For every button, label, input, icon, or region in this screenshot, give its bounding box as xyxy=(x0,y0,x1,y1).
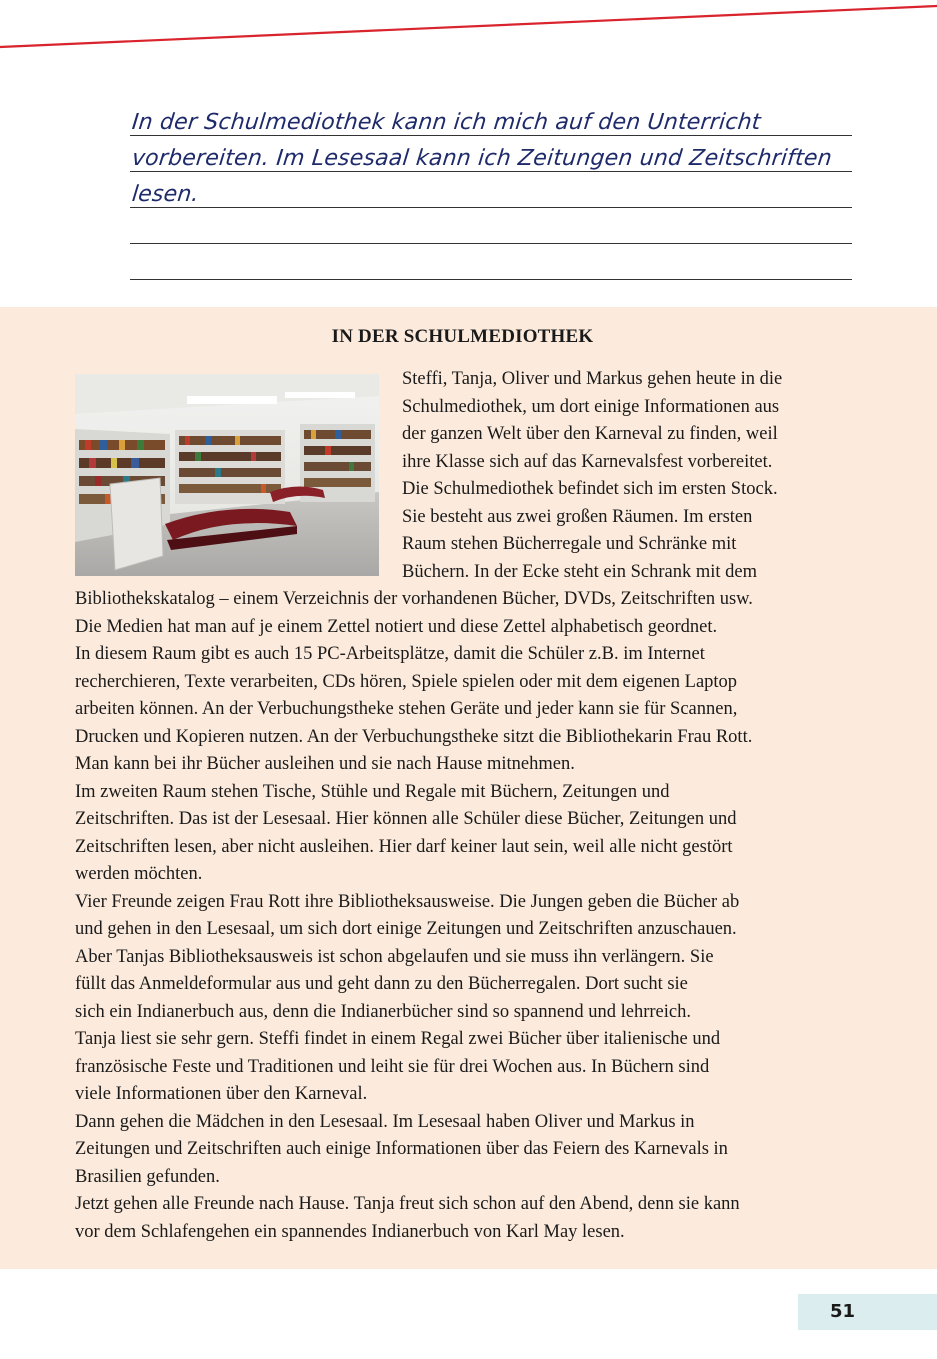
ruled-line xyxy=(130,172,852,208)
text-line: Man kann bei ihr Bücher ausleihen und sie nach Hause mitnehmen. xyxy=(75,754,575,774)
text-line: französische Feste und Traditionen und leiht sie für drei Wochen aus. In Büchern sind xyxy=(75,1056,710,1077)
text-line: vor dem Schlafengehen ein spannendes Indianerbuch von Karl May lesen. xyxy=(75,1221,625,1242)
text-line: füllt das Anmeldeformular aus und geht dann zu den Bücherregalen. Dort sucht sie xyxy=(75,974,688,994)
text-line: recherchieren, Texte verarbeiten, CDs hören, Spiele spielen oder mit dem eigenen Laptop xyxy=(75,671,738,692)
text-line: Zeitungen und Zeitschriften auch einige Informationen über das Feiern des Karnevals in xyxy=(75,1139,728,1159)
library-photo-illustration xyxy=(75,374,379,576)
text-line: sich ein Indianerbuch aus, denn die Indianerbücher sind so spannend und lehrreich. xyxy=(75,1001,691,1022)
text-line: In diesem Raum gibt es auch 15 PC-Arbeitsplätze, damit die Schüler z.B. im Internet xyxy=(75,644,705,664)
text-line: arbeiten können. An der Verbuchungstheke stehen Geräte und jeder kann sie für Scannen, xyxy=(75,699,738,719)
text-line: und gehen in den Lesesaal, um sich dort einige Zeitungen und Zeitschriften anzuschauen. xyxy=(75,919,737,939)
text-line: Büchern. In der Ecke steht ein Schrank mit dem xyxy=(402,561,757,582)
text-line: Schulmediothek, um dort einige Informationen aus xyxy=(402,396,780,417)
ruled-line xyxy=(130,244,852,280)
text-line: Tanja liest sie sehr gern. Steffi findet in einem Regal zwei Bücher über italienische und xyxy=(75,1029,721,1049)
text-line: Die Medien hat man auf je einem Zettel notiert und diese Zettel alphabetisch geordnet. xyxy=(75,616,718,637)
reading-title: IN DER SCHULMEDIOTHEK xyxy=(331,326,594,347)
text-line: der ganzen Welt über den Karneval zu finden, weil xyxy=(402,424,778,444)
ruled-line xyxy=(130,136,852,172)
text-line: Sie besteht aus zwei großen Räumen. Im ersten xyxy=(402,506,753,527)
reading-text-beside-photo xyxy=(402,366,782,586)
text-line: Zeitschriften. Das ist der Lesesaal. Hier können alle Schüler diese Bücher, Zeitungen und xyxy=(75,809,737,829)
top-red-line xyxy=(0,0,937,60)
text-line: Vier Freunde zeigen Frau Rott ihre Bibliotheksausweise. Die Jungen geben die Bücher ab xyxy=(75,891,740,912)
text-line: Steffi, Tanja, Oliver und Markus gehen heute in die xyxy=(402,369,783,389)
handwritten-text: lesen. xyxy=(130,182,201,207)
answer-writing-area xyxy=(130,100,852,280)
page-number: 51 xyxy=(829,1301,856,1322)
text-line: viele Informationen über den Karneval. xyxy=(75,1084,368,1104)
text-line: Im zweiten Raum stehen Tische, Stühle und Regale mit Büchern, Zeitungen und xyxy=(75,781,670,802)
text-line: Zeitschriften lesen, aber nicht ausleihen. Hier darf keiner laut sein, weil alle nicht gestört xyxy=(75,836,733,857)
text-line: Jetzt gehen alle Freunde nach Hause. Tanja freut sich schon auf den Abend, denn sie kann xyxy=(75,1194,740,1214)
ruled-line xyxy=(130,208,852,244)
library-photo xyxy=(75,374,379,576)
text-line: Raum stehen Bücherregale und Schränke mit xyxy=(402,534,737,554)
text-line: Dann gehen die Mädchen in den Lesesaal. Im Lesesaal haben Oliver und Markus in xyxy=(75,1111,695,1132)
text-line: ihre Klasse sich auf das Karnevalsfest vorbereitet. xyxy=(402,451,773,472)
handwritten-text: In der Schulmediothek kann ich mich auf den Unterricht xyxy=(130,110,762,135)
reading-text-full-width xyxy=(75,586,753,1246)
text-line: Bibliothekskatalog – einem Verzeichnis der vorhandenen Bücher, DVDs, Zeitschriften usw. xyxy=(75,589,753,609)
text-line: Drucken und Kopieren nutzen. An der Verbuchungstheke sitzt die Bibliothekarin Frau Rott. xyxy=(75,726,753,747)
text-line: werden möchten. xyxy=(75,864,203,884)
text-line: Aber Tanjas Bibliotheksausweis ist schon abgelaufen und sie muss ihn verlängern. Sie xyxy=(75,946,714,967)
text-line: Die Schulmediothek befindet sich im ersten Stock. xyxy=(402,479,778,499)
ruled-line xyxy=(130,100,852,136)
text-line: Brasilien gefunden. xyxy=(75,1166,220,1187)
handwritten-text: vorbereiten. Im Lesesaal kann ich Zeitungen und Zeitschriften xyxy=(130,146,834,171)
